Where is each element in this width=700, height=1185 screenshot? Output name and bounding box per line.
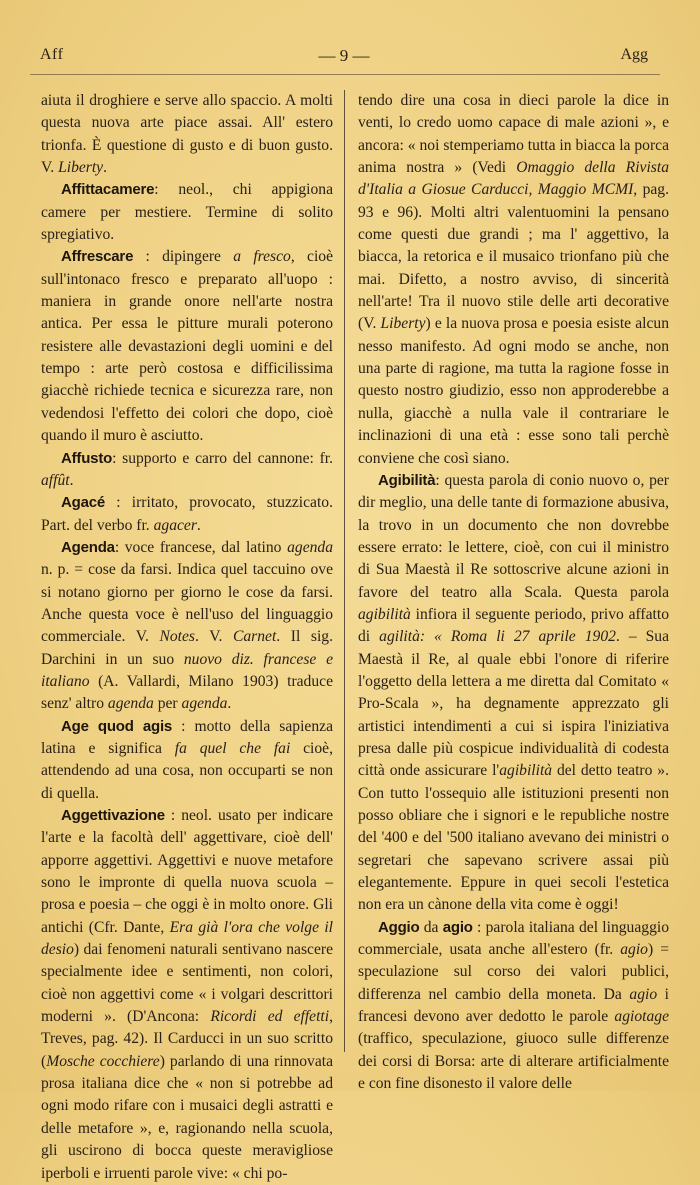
entry-text: .	[196, 516, 201, 534]
entry-text: . Il sig. Darchini in un suo	[41, 628, 333, 668]
italic-text: agenda	[107, 695, 154, 713]
entry-text: tendo dire una cosa in dieci parole la dice in venti, lo credo uomo capace di male azioni », e ancora: « noi stemperiamo tutta in biacca la porca anima nostra » (Vedi	[358, 92, 669, 177]
entry-headword: Aggio	[378, 918, 420, 936]
entry-text: i francesi devono aver dedotto le parole	[358, 985, 669, 1026]
dictionary-entry	[41, 179, 333, 246]
entry-text: .	[103, 159, 108, 177]
entry-text: . – Sua Maestà il Re, al quale ebbi l'onore di riferire l'oggetto della lettera a me diretta dal Comitato « Pro-Scala », ha degnamente apprezzato gli artistici intendimenti a cui si ispira l'iniziativa presa dalle più cospicue individualità di codesta città onde assicurare l'	[358, 628, 670, 780]
dictionary-entry	[41, 537, 333, 716]
italic-text: nuovo diz. francese e italiano	[41, 650, 333, 690]
entry-text: infiora il seguente periodo, privo affatto di	[358, 605, 669, 646]
entry-headword: Agibilità	[378, 471, 436, 489]
italic-text: Omaggio della Rivista d'Italia a Giosue Carducci, Maggio MCMI	[358, 159, 669, 199]
italic-text: Notes	[159, 628, 195, 646]
dictionary-entry	[41, 448, 333, 493]
italic-text: Liberty	[380, 315, 426, 333]
entry-text: ) parlando di una rinnovata prosa italiana dice che « non si potrebbe ad ogni modo rifare con i musaici degli astratti e delle metafore », e, ragionando nella scuola, gli uscirono di bocca queste meravigliose iperboli e irruenti parole vive: « chi po-	[41, 1052, 333, 1182]
italic-text: agenda	[287, 538, 333, 556]
entry-text: (traffico, speculazione, giuoco sulle differenze dei corsi di Borsa: arte di alterare artificialmente e con fine disonesto il valore delle	[358, 1030, 669, 1093]
entry-headword: Affusto	[61, 449, 113, 467]
entry-text: : dipingere	[133, 248, 234, 266]
italic-text: agilità: « Roma li 27 aprile 1902	[379, 628, 616, 646]
entry-text: : irritato, provocato, stuzzicato. Part. del verbo fr.	[41, 494, 333, 534]
entry-text: : parola italiana del linguaggio commerciale, usata anche all'estero (fr.	[358, 918, 669, 959]
header-left-guideword: Aff	[40, 46, 64, 63]
italic-text: agiotage	[614, 1008, 669, 1026]
entry-text: : motto della sapienza latina e significa	[41, 717, 333, 757]
entry-headword: Age quod agis	[61, 717, 173, 735]
entry-text: , pag. 93 e 96). Molti altri valentuomini la pensano come questi due grandi ; ma l' aggettivo, la biacca, la retorica e il musaico trionfano più che mai. Difetto, a nostro avviso, di sincerità nell'arte! Tra il nuovo stile delle arti decorative (V.	[358, 181, 669, 333]
entry-text: n. p. = cose da farsi. Indica quel taccuino ove si notano giorno per giorno le cose da farsi. Anche questa voce è nell'uso del linguaggio commerciale. V.	[41, 561, 333, 646]
entry-text: : neol. usato per indicare l'arte e la facoltà dell' aggettivare, cioè dell' apporre aggettivi. Aggettivi e nuove metafore sono le impronte di quella nuova scuola – prosa e poesia – che oggi è in molto onore. Gli antichi (Cfr. Dante,	[41, 807, 333, 936]
entry-text: , Treves, pag. 42). Il Carducci in un suo scritto (	[41, 1008, 334, 1070]
header-right-guideword: Agg	[620, 46, 648, 63]
italic-text: Mosche cocchiere	[46, 1052, 160, 1070]
header-rule	[30, 74, 660, 75]
italic-text: agio	[620, 941, 648, 959]
entry-headword: Aggettivazione	[61, 807, 165, 824]
entry-text: ) e la nuova prosa e poesia esiste alcun nesso manifesto. Ad ogni modo se anche, non una parte di ragione, ma tutta la ragione fosse in questo nostro giudizio, esso non approderebbe a nulla, giacchè a nulla vale il contrariare le inclinazioni di una età : esse sono tali perchè conviene che così siano.	[358, 315, 669, 467]
italic-text: Era già l'ora che volge il desio	[41, 918, 333, 959]
entry-text: da	[419, 918, 443, 936]
entry-headword: Agenda	[61, 538, 115, 556]
italic-text: agibilità	[358, 605, 411, 623]
entry-text: ) = speculazione sul corso dei valori publici, differenza nel cambio della moneta. Da	[358, 941, 669, 1003]
italic-text: a fresco	[233, 248, 291, 266]
entry-text: (A. Vallardi, Milano 1903) traduce senz' altro	[41, 672, 333, 713]
entry-text: del detto teatro ». Con tutto l'ossequio alle istituzioni presenti non posso obliare che i signori e le republiche nostre del '400 e del '500 italiano avevano dei ministri o segretari che sapevano scrivere assai più elegantemente. Eppure in quei secoli l'estetica non era un cànone della vita come è oggi!	[358, 762, 669, 914]
dictionary-entry	[41, 246, 333, 447]
italic-text: affût	[41, 471, 70, 489]
entry-headword: Agacé	[61, 494, 106, 512]
continued-paragraph	[358, 90, 669, 470]
entry-text: : supporto e carro del cannone: fr.	[112, 449, 333, 467]
italic-text: fa quel che fai	[174, 739, 291, 757]
entry-text: per	[153, 695, 182, 713]
page-header	[40, 46, 648, 70]
entry-text: : voce francese, dal latino	[114, 538, 288, 556]
entry-text: : neol., chi appigiona camere per mestiere. Termine di solito spregiativo.	[41, 181, 333, 244]
entry-text: .	[69, 471, 74, 489]
italic-text: agibilità	[499, 762, 553, 780]
entry-headword: Affrescare	[61, 248, 134, 266]
italic-text: Ricordi ed effetti	[210, 1008, 330, 1026]
italic-text: agenda	[181, 695, 228, 713]
entry-text: . V.	[195, 628, 233, 646]
italic-text: agio	[629, 985, 658, 1003]
italic-text: Liberty	[58, 159, 104, 177]
entry-text: aiuta il droghiere e serve allo spaccio. A molti questa nuova arte piace assai. All' estero trionfa. È questione di gusto e di buon gusto. V.	[41, 92, 333, 177]
right-column	[358, 90, 669, 1095]
entry-text: ) dai fenomeni naturali sentivano nascere specialmente idee e sentimenti, non colori, cioè non aggettivi come « i volgari descrittori moderni ». (D'Ancona:	[41, 941, 333, 1026]
entry-text: , cioè sull'intonaco fresco e preparato all'uopo : maniera in grande onore nell'arte nostra antica. Per essa le pitture murali poterono resistere alle devastazioni degli uomini e del tempo : arte però costosa e difficilissima giacchè richiede tecnica e sicurezza rare, non vedendosi l'effetto dei colori che dopo, cioè quando il muro è asciutto.	[41, 248, 333, 445]
entry-text: cioè, attendendo ad una cosa, non occuparti se non di quella.	[41, 739, 333, 802]
entry-headword: agio	[442, 918, 473, 936]
entry-text: .	[227, 695, 232, 713]
dictionary-entry	[358, 470, 669, 917]
entry-headword: Affittacamere	[61, 181, 155, 199]
italic-text: agacer	[153, 516, 197, 534]
column-divider	[344, 90, 345, 1052]
page-number: — 9 —	[318, 46, 370, 65]
dictionary-entry	[41, 716, 333, 805]
left-column	[41, 90, 333, 1185]
italic-text: Carnet	[232, 628, 277, 646]
entry-text: : questa parola di conio nuovo o, per dir meglio, una delle tante di formazione abusiva, la trovo in un documento che non dovrebbe essere errato: le lettere, cioè, con cui il ministro di Sua Maestà il Re sottoscrive alcune azioni in favore del teatro alla Scala. Questa parola	[358, 471, 669, 601]
continued-paragraph	[41, 90, 333, 179]
dictionary-entry	[41, 492, 333, 537]
dictionary-entry	[358, 917, 669, 1096]
dictionary-entry	[41, 805, 333, 1185]
